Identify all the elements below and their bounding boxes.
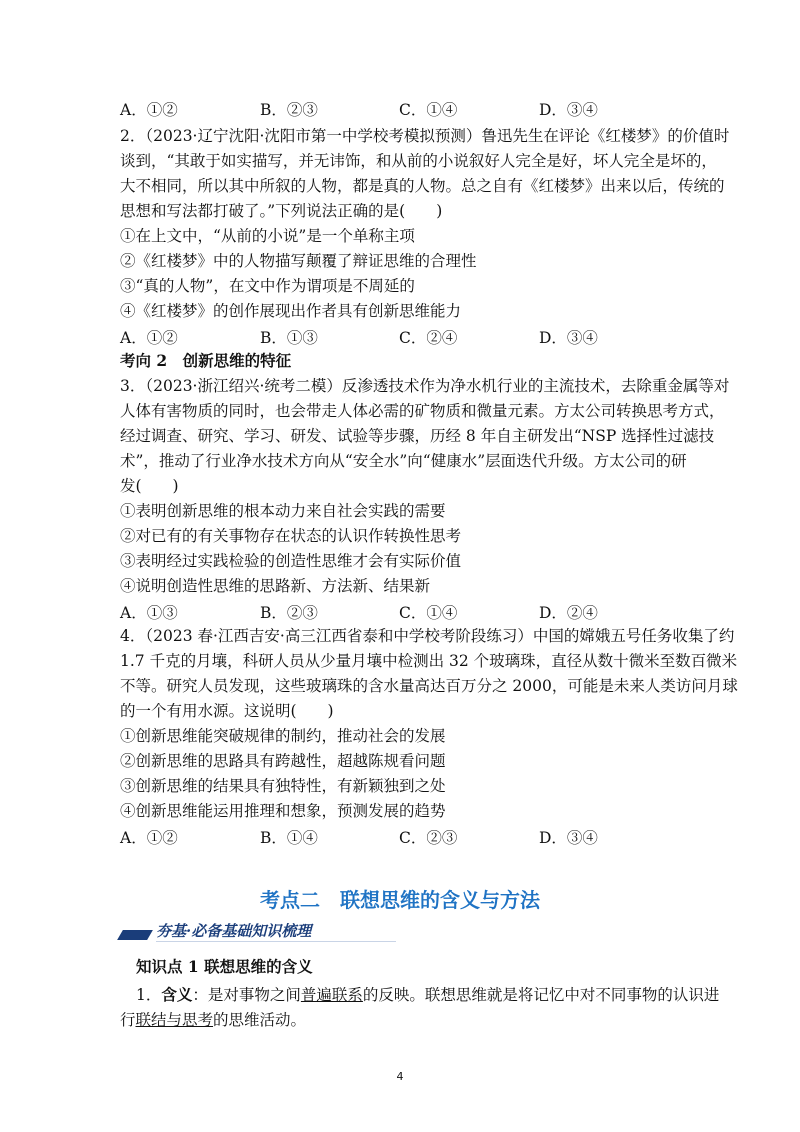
q2-stem-line: 2．（2023·辽宁沈阳·沈阳市第一中学校考模拟预测）鲁迅先生在评论《红楼梦》的价值时 <box>120 127 730 145</box>
section-banner <box>120 916 400 946</box>
definition-term: 含义 <box>161 985 193 1004</box>
q4-stem-line: 的一个有用水源。这说明( ) <box>120 702 334 720</box>
definition-underlined: 普遍联系 <box>300 986 363 1004</box>
q4-stem-line: 4．（2023 春·江西吉安·高三江西省泰和中学校考阶段练习）中国的嫦娥五号任务收集了约 <box>120 627 735 645</box>
q4-item: ③创新思维的结果具有独特性，有新颖独到之处 <box>120 777 446 795</box>
page-number: 4 <box>396 1070 404 1083</box>
definition-underlined: 联结与思考 <box>135 1011 214 1029</box>
option-b[interactable]: B．②③ <box>260 101 318 119</box>
subheading-kaoxiang-2: 考向 2 创新思维的特征 <box>120 351 292 370</box>
q2-item: ②《红楼梦》中的人物描写颠覆了辩证思维的合理性 <box>120 252 477 270</box>
option-c[interactable]: C．①④ <box>399 604 458 622</box>
q4-stem-line: 1.7 千克的月壤，科研人员从少量月壤中检测出 32 个玻璃珠，直径从数十微米至数百微米 <box>120 652 738 670</box>
q2-stem-line: 谈到，“其敢于如实描写，并无讳饰，和从前的小说叙好人完全是好，坏人完全是坏的， <box>120 152 717 170</box>
option-c[interactable]: C．②④ <box>399 329 458 347</box>
section-title: 考点二 联想思维的含义与方法 <box>260 888 540 912</box>
option-c[interactable]: C．①④ <box>399 101 458 119</box>
q4-item: ①创新思维能突破规律的制约，推动社会的发展 <box>120 727 446 745</box>
q3-item: ①表明创新思维的根本动力来自社会实践的需要 <box>120 502 446 520</box>
definition-line-2 <box>120 1010 306 1030</box>
q4-item: ②创新思维的思路具有跨越性，超越陈规看问题 <box>120 752 446 770</box>
option-a[interactable]: A．①② <box>120 329 178 347</box>
option-b[interactable]: B．②③ <box>260 604 318 622</box>
knowledge-heading: 知识点 1 联想思维的含义 <box>136 957 313 976</box>
q2-item: ①在上文中，“从前的小说”是一个单称主项 <box>120 227 415 245</box>
q4-stem-line: 不等。研究人员发现，这些玻璃珠的含水量高达百万分之 2000，可能是未来人类访问月球 <box>120 677 738 695</box>
definition-line-1 <box>136 985 719 1005</box>
q3-stem-line: 3．（2023·浙江绍兴·统考二模）反渗透技术作为净水机行业的主流技术，去除重金属等对 <box>120 377 730 395</box>
option-b[interactable]: B．①④ <box>260 829 318 847</box>
q2-item: ③“真的人物”，在文中作为谓项是不周延的 <box>120 277 415 295</box>
q3-stem-line: 经过调查、研究、学习、研发、试验等步骤，历经 8 年自主研发出“NSP 选择性过滤技 <box>120 427 715 445</box>
q3-item: ④说明创造性思维的思路新、方法新、结果新 <box>120 577 431 595</box>
option-a[interactable]: A．①② <box>120 829 178 847</box>
option-d[interactable]: D．②④ <box>539 604 598 622</box>
q3-item: ③表明经过实践检验的创造性思维才会有实际价值 <box>120 552 462 570</box>
banner-rule <box>156 941 396 942</box>
option-c[interactable]: C．②③ <box>399 829 458 847</box>
definition-text: ：是对事物之间 <box>192 986 301 1004</box>
definition-prefix: 1． <box>136 986 162 1004</box>
option-d[interactable]: D．③④ <box>539 101 598 119</box>
banner-stripe <box>117 930 153 940</box>
option-d[interactable]: D．③④ <box>539 829 598 847</box>
q3-stem-line: 术”，推动了行业净水技术方向从“安全水”向“健康水”层面迭代升级。方太公司的研 <box>120 452 687 470</box>
q2-item: ④《红楼梦》的创作展现出作者具有创新思维能力 <box>120 302 462 320</box>
q4-options <box>120 826 680 846</box>
q2-options <box>120 326 680 346</box>
definition-text: 的思维活动。 <box>213 1011 307 1029</box>
q3-options <box>120 601 680 621</box>
q4-item: ④创新思维能运用推理和想象，预测发展的趋势 <box>120 802 446 820</box>
q2-stem-line: 思想和写法都打破了。”下列说法正确的是( ) <box>120 202 443 220</box>
option-a[interactable]: A．①③ <box>120 604 178 622</box>
option-d[interactable]: D．③④ <box>539 329 598 347</box>
q1-options <box>120 98 680 118</box>
option-b[interactable]: B．①③ <box>260 329 318 347</box>
q3-item: ②对已有的有关事物存在状态的认识作转换性思考 <box>120 527 462 545</box>
q3-stem-line: 发( ) <box>120 477 179 495</box>
q2-stem-line: 大不相同，所以其中所叙的人物，都是真的人物。总之自有《红楼梦》出来以后，传统的 <box>120 177 725 195</box>
banner-label: 夯基·必备基础知识梳理 <box>156 922 312 940</box>
option-a[interactable]: A．①② <box>120 101 178 119</box>
q3-stem-line: 人体有害物质的同时，也会带走人体必需的矿物质和微量元素。方太公司转换思考方式， <box>120 402 725 420</box>
definition-text: 行 <box>120 1011 136 1029</box>
definition-text: 的反映。联想思维就是将记忆中对不同事物的认识进 <box>362 986 720 1004</box>
